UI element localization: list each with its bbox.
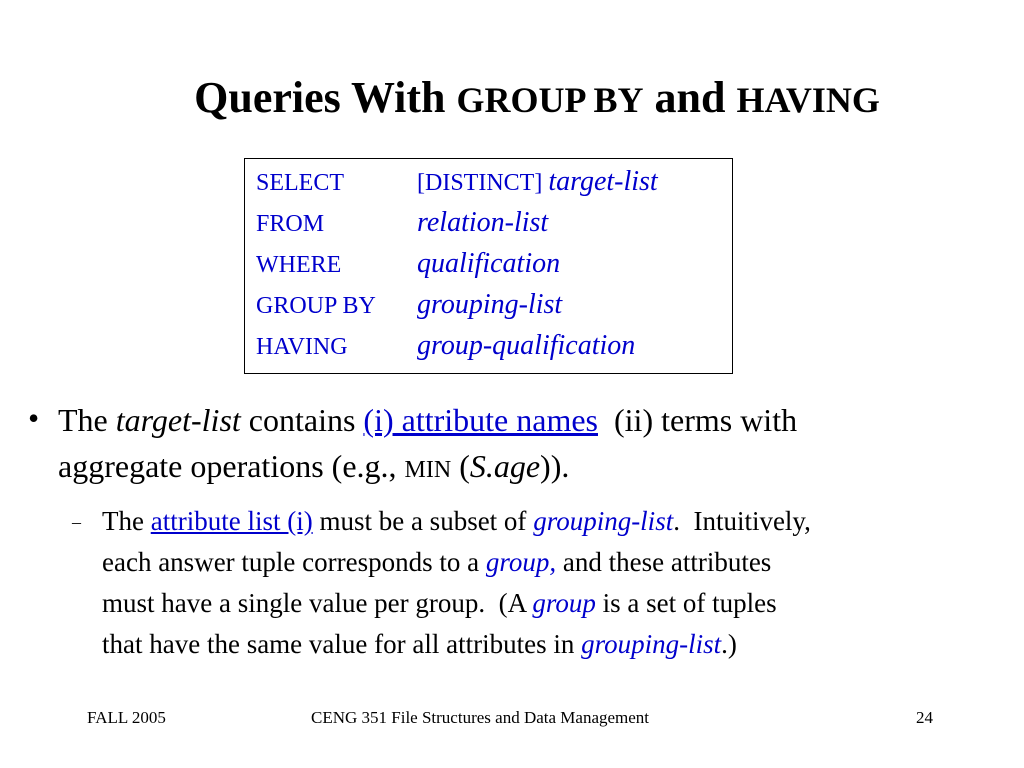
- syntax-arg-text: grouping-list: [417, 289, 563, 320]
- footer-page-number: 24: [916, 708, 933, 727]
- text-run: and these attributes: [556, 547, 772, 577]
- sub-bullet-line-1: [102, 506, 811, 537]
- syntax-row-from: [245, 204, 732, 244]
- syntax-argument: [417, 166, 658, 198]
- slide-title: [0, 72, 1024, 123]
- syntax-row-group-by: [245, 286, 732, 326]
- title-part-2: GROUP BY: [456, 80, 644, 120]
- sub-bullet-line-4: [102, 629, 737, 660]
- text-run: that have the same value for all attributes in: [102, 629, 582, 659]
- syntax-arg-text: group-qualification: [417, 330, 636, 361]
- syntax-arg-text: qualification: [417, 248, 561, 279]
- syntax-row-having: [245, 327, 732, 367]
- text-run: (ii) terms with: [598, 402, 798, 438]
- text-run: The: [58, 402, 116, 438]
- text-run: must have a single value per group. (A: [102, 588, 533, 618]
- title-part-4: HAVING: [736, 80, 880, 120]
- title-part-1: Queries With: [194, 73, 457, 122]
- text-run-blue-italic: group: [532, 588, 596, 618]
- bullet-line-2: [58, 448, 569, 485]
- syntax-keyword: HAVING: [256, 334, 348, 360]
- bullet-icon: •: [28, 400, 40, 436]
- text-run: )).: [540, 448, 570, 484]
- text-run-blue-italic: grouping-list: [581, 629, 722, 659]
- syntax-row-select: [245, 163, 732, 203]
- text-run-blue-italic: grouping-list: [533, 506, 674, 536]
- syntax-arg-text: relation-list: [417, 207, 549, 238]
- syntax-arg-text: target-list: [548, 166, 658, 197]
- syntax-keyword: GROUP BY: [256, 293, 376, 319]
- sub-bullet-line-2: [102, 547, 771, 578]
- title-part-3: and: [643, 73, 737, 122]
- attribute-names-link[interactable]: (i) attribute names: [363, 402, 598, 438]
- text-run: .): [721, 629, 737, 659]
- text-run-italic: target-list: [115, 402, 241, 438]
- text-run: (: [451, 448, 470, 484]
- syntax-keyword: WHERE: [256, 252, 342, 278]
- sql-syntax-box: [244, 158, 733, 374]
- text-run-small: MIN: [404, 457, 452, 483]
- text-run: each answer tuple corresponds to a: [102, 547, 486, 577]
- attribute-list-link[interactable]: attribute list (i): [150, 506, 313, 536]
- footer-date: FALL 2005: [87, 708, 166, 727]
- text-run: is a set of tuples: [595, 588, 777, 618]
- text-run-italic: S.age: [469, 448, 541, 484]
- sub-bullet-dash-icon: –: [72, 512, 81, 532]
- footer-course-title: CENG 351 File Structures and Data Management: [311, 708, 650, 727]
- syntax-row-where: [245, 245, 732, 285]
- text-run: The: [102, 506, 151, 536]
- syntax-keyword: SELECT: [256, 170, 344, 196]
- text-run-blue-italic: group,: [485, 547, 557, 577]
- syntax-prefix: [DISTINCT]: [417, 170, 549, 196]
- text-run: aggregate operations (e.g.,: [58, 448, 405, 484]
- text-run: contains: [240, 402, 364, 438]
- text-run: . Intuitively,: [673, 506, 811, 536]
- bullet-line-1: [58, 402, 797, 439]
- text-run: must be a subset of: [312, 506, 534, 536]
- syntax-keyword: FROM: [256, 211, 325, 237]
- sub-bullet-line-3: [102, 588, 777, 619]
